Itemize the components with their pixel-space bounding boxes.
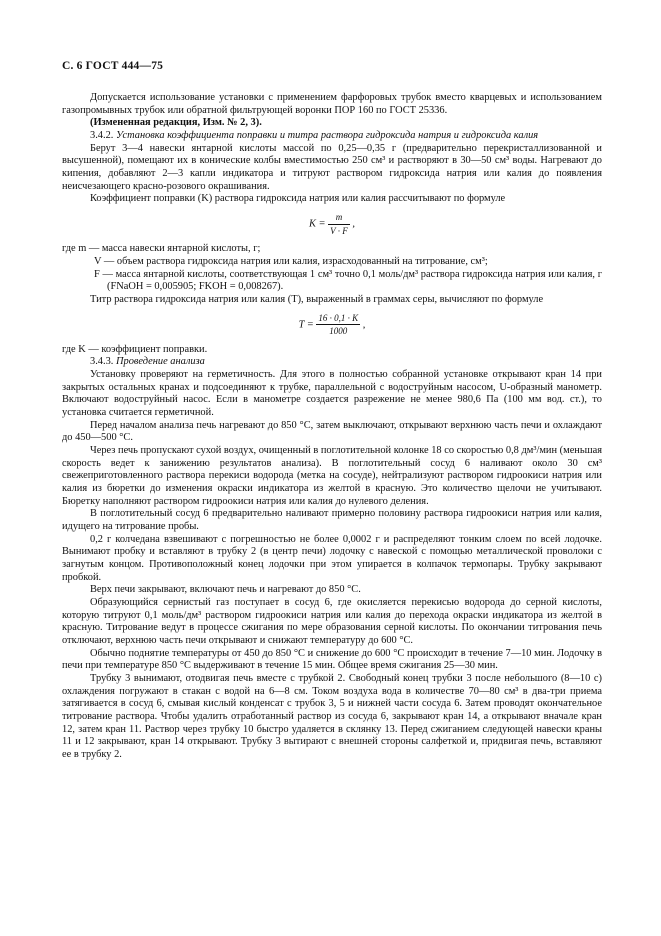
legend-item-k: где K — коэффициент поправки. [62,343,208,355]
formula-tail: , [352,218,355,230]
edit-note: (Измененная редакция, Изм. № 2, 3). [90,117,262,129]
legend-item-v: V — объем раствора гидроксида натрия или калия, израсходованный на титрование, см³; [94,255,488,267]
legend-item-m: где m — масса навески янтарной кислоты, г; [62,243,261,255]
paragraph-dry-air: Через печь пропускают сухой воздух, очищенный в поглотительной колонке 18 со скоростью 0,8 дм³/мин (меньшая скорость ведет к занижению результатов анализа). В поглотительный сосуд 6 наливают около 30 см³ свежеприготовленного раствора перекиси водорода (метка на сосуде), нейтрализуют раствором гидроокиси натрия или калия из бюретки до изменения окраски индикатора из желтой в красную. Это количество щелочи не учитывают. Бюретку наполняют раствором гидроокиси натрия или калия до нулевого деления. [62,445,602,507]
paragraph-sample-weighing: 0,2 г колчедана взвешивают с погрешностью не более 0,0002 г и распределяют тонким слоем по всей лодочке. Вынимают пробку и вставляют в трубку 2 (в центр печи) лодочку с навеской с помощью металлической проволоки с загнутым концом. Противоположный конец лодочки при этом упирается в колпачок термопары. Трубку закрывают пробкой. [62,533,602,583]
formula-fraction [316,312,360,338]
paragraph-temperature-time: Обычно поднятие температуры от 450 до 850 °С и снижение до 600 °С происходит в течение 7—10 мин. Лодочку в печи при температуре 850 °С выдерживают в течение 15 мин. Общее время сжигания 25—30 мин. [62,647,602,672]
paragraph-leak-test: Установку проверяют на герметичность. Для этого в полностью собранной установке открывают кран 14 при закрытых остальных кранах и подсоединяют к трубке, параллельной с водоструйным насосом, U-образный манометр. Включают водоструйный насос. Если в манометре создается разрежение не менее 980,6 Па (100 мм вод. ст.), то установка считается герметичной. [62,369,602,419]
section-title: Проведение анализа [116,356,205,368]
formula-fraction [328,211,350,237]
paragraph-sulfur-dioxide: Образующийся сернистый газ поступает в сосуд 6, где окисляется перекисью водорода до серной кислоты, которую титруют 0,1 моль/дм³ раствором гидроокиси натрия или калия до перехода окраски индикатора из желтой в красную. Титрование ведут в процессе сжигания по мере образования серной кислоты. По окончании титрования печь отключают, верхнюю часть печи открывают и снижают температуру до 600 °С. [62,596,602,646]
formula-numerator: m [328,211,350,225]
formula-denominator: 1000 [329,326,348,337]
formula-lhs: K = [309,218,326,230]
section-3-4-3-heading [62,356,602,369]
formula-coefficient [62,211,602,237]
paragraph-porcelain-tubes: Допускается использование установки с применением фарфоровых трубок вместо кварцевых и использованием газопромывных трубок или обратной фильтрующей воронки ПОР 160 по ГОСТ 25336. [62,92,602,116]
paragraph-furnace-close: Верх печи закрывают, включают печь и нагревают до 850 °С. [90,584,361,596]
legend-coefficient [62,243,602,294]
paragraph-absorber-fill: В поглотительный сосуд 6 предварительно наливают примерно половину раствора гидроокиси натрия или калия, идущего на титрование пробы. [62,508,602,532]
section-3-4-2-heading [62,130,602,143]
document-body [62,92,602,761]
paragraph-tube-removal: Трубку 3 вынимают, отодвигая печь вместе с трубкой 2. Свободный конец трубки 3 после небольшого (8—10 с) охлаждения погружают в стакан с водой на 6—8 см. Током воздуха вода в количестве 70—80 см³ в два-три приема затягивается в сосуд 6, смывая кислый конденсат с трубок 3, 5 и нижней части сосуда 6. Затем проводят окончательное титрование раствора. Чтобы удалить отработанный раствор из сосуда 6, закрывают кран 14, а открывают вначале кран 12, затем кран 11. Раствор через трубку 10 быстро удаляется в склянку 13. Перед сжиганием следующей навески краны 11 и 12 закрывают, кран 14 открывают. Трубку 3 вытирают с внешней стороны салфеткой и, придвигая печь, вставляют ее в трубку 2. [62,672,602,760]
formula-lhs: T = [298,319,314,331]
formula-denominator: V · F [330,225,348,236]
formula-tail: , [362,319,366,331]
section-number: 3.4.2. [90,129,114,141]
paragraph-titre-intro: Титр раствора гидроксида натрия или калия (T), выраженный в граммах серы, вычисляют по формуле [90,293,544,305]
formula-titre [62,312,602,338]
formula-numerator: 16 · 0,1 · K [316,312,360,326]
section-title: Установка коэффициента поправки и титра раствора гидроксида натрия и гидроксида калия [116,129,539,141]
legend-item-f: F — масса янтарной кислоты, соответствующая 1 см³ точно 0,1 моль/дм³ раствора гидроксида натрия или калия, г (FNaOH = 0,005905; FKOH = 0,008267). [94,268,602,293]
page-header: С. 6 ГОСТ 444—75 [62,60,164,72]
paragraph-succinic-acid: Берут 3—4 навески янтарной кислоты массой по 0,25—0,35 г (предварительно перекристаллизованной и высушенной), помещают их в конические колбы вместимостью 250 см³ и растворяют в 30—50 см³ воды. Нагревают до кипения, добавляют 2—3 капли индикатора и титруют раствором гидроксида натрия или калия до появления неисчезающего красно-розового окрашивания. [62,142,602,192]
paragraph-furnace-heating: Перед началом анализа печь нагревают до 850 °С, затем выключают, открывают верхнюю часть печи и охлаждают до 450—500 °С. [62,419,602,444]
section-number: 3.4.3. [90,356,114,368]
paragraph-coefficient-intro: Коэффициент поправки (K) раствора гидроксида натрия или калия рассчитывают по формуле [90,193,506,205]
